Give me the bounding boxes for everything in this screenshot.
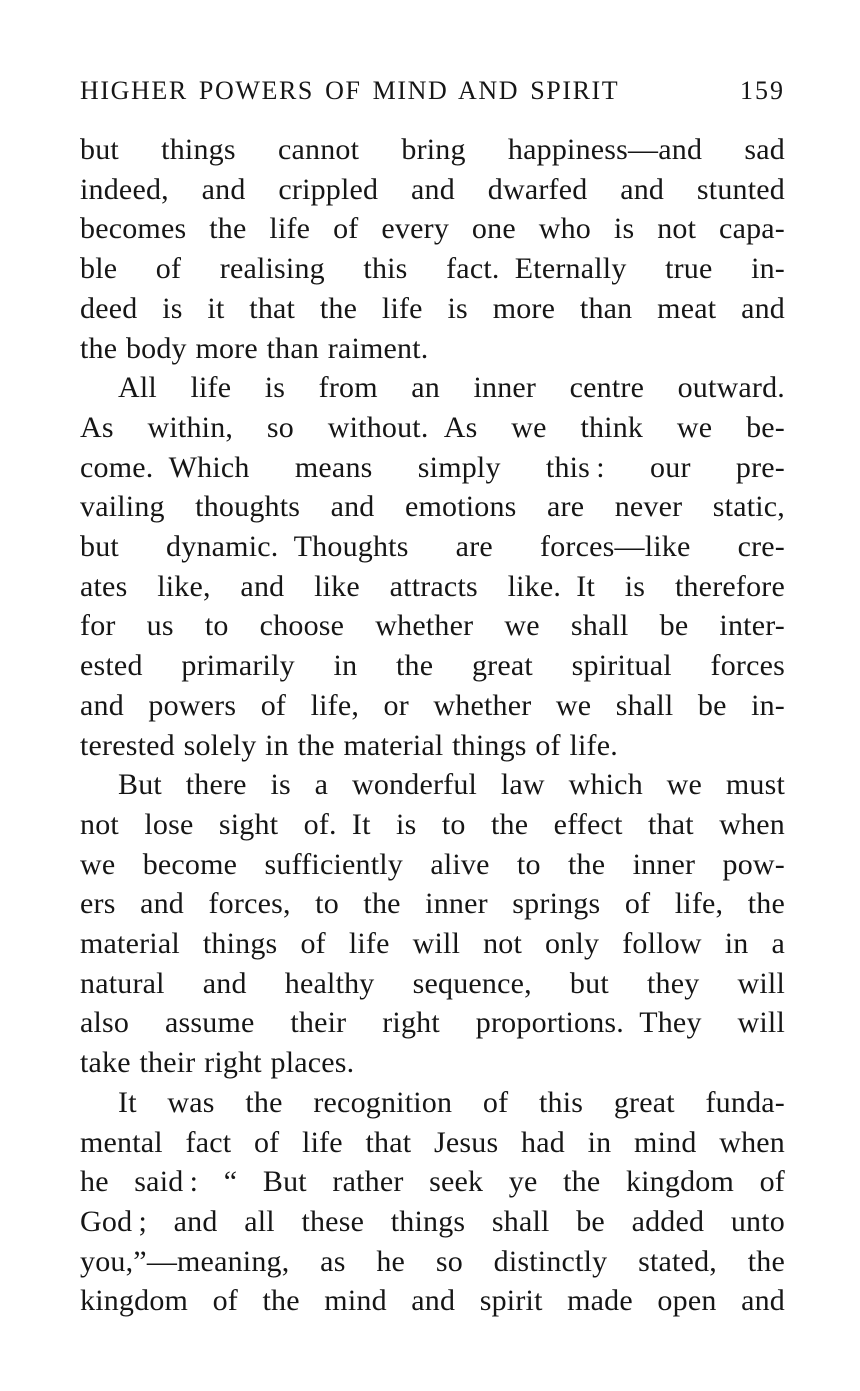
text-line: As within, so without. As we think we be- (80, 410, 785, 444)
text-line: material things of life will not only follow in a (80, 927, 785, 961)
text-line: All life is from an inner centre outward. (118, 371, 785, 405)
text-line: vailing thoughts and emotions are never static, (80, 490, 785, 524)
text-line: becomes the life of every one who is not capa- (80, 212, 785, 246)
text-line: But there is a wonderful law which we must (118, 768, 785, 802)
text-line: terested solely in the material things of life. (80, 728, 618, 762)
text-line: we become sufficiently alive to the inner pow- (80, 847, 785, 881)
text-line: come. Which means simply this : our pre- (80, 450, 785, 484)
running-head-title: HIGHER POWERS OF MIND AND SPIRIT (80, 76, 620, 105)
page-body-text (80, 130, 785, 1321)
text-line: ble of realising this fact. Eternally true in- (80, 252, 785, 286)
text-line: mental fact of life that Jesus had in mind when (80, 1125, 785, 1159)
text-line: you,”—meaning, as he so distinctly stated, the (80, 1244, 785, 1278)
text-line: kingdom of the mind and spirit made open and (80, 1284, 785, 1318)
text-line: indeed, and crippled and dwarfed and stunted (80, 172, 785, 206)
text-line: take their right places. (80, 1046, 355, 1080)
text-line: but dynamic. Thoughts are forces—like cre- (80, 530, 785, 564)
text-line: ates like, and like attracts like. It is therefore (80, 569, 785, 603)
text-line: not lose sight of. It is to the effect that when (80, 807, 785, 841)
text-line: ested primarily in the great spiritual forces (80, 649, 785, 683)
text-line: also assume their right proportions. They will (80, 1006, 785, 1040)
text-line: It was the recognition of this great funda- (118, 1085, 785, 1119)
text-line: he said : “ But rather seek ye the kingdom of (80, 1165, 785, 1199)
text-line: natural and healthy sequence, but they will (80, 966, 785, 1000)
text-line: deed is it that the life is more than meat and (80, 291, 785, 325)
text-line: for us to choose whether we shall be inter- (80, 609, 785, 643)
text-line: and powers of life, or whether we shall be in- (80, 688, 785, 722)
text-line: but things cannot bring happiness—and sad (80, 133, 785, 166)
text-line: ers and forces, to the inner springs of life, the (80, 887, 785, 921)
page-number: 159 (740, 76, 785, 105)
running-head (80, 76, 785, 106)
text-line: the body more than raiment. (80, 331, 429, 365)
text-line: God ; and all these things shall be added unto (80, 1204, 785, 1238)
